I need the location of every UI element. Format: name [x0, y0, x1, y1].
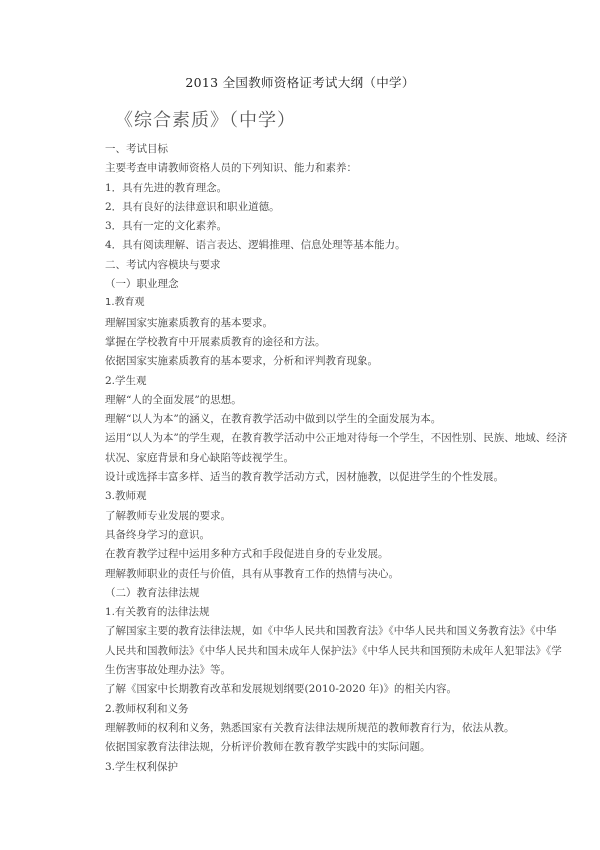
paragraph: 具备终身学习的意识。 — [105, 528, 210, 541]
paragraph-continuation: 生伤害事故处理办法》等。 — [105, 664, 231, 677]
paragraph: 理解“以人为本”的涵义，在教育教学活动中做到以学生的全面发展为本。 — [105, 413, 442, 426]
paragraph: 理解国家实施素质教育的基本要求。 — [105, 316, 273, 329]
topic-heading: 1.有关教育的法律法规 — [105, 606, 210, 619]
paragraph: 理解“人的全面发展”的思想。 — [105, 393, 242, 406]
document-body — [105, 143, 568, 780]
topic-heading: 3.教师观 — [105, 490, 147, 503]
paragraph: 掌握在学校教育中开展素质教育的途径和方法。 — [105, 335, 326, 348]
paragraph: 主要考查申请教师资格人员的下列知识、能力和素养： — [105, 162, 357, 175]
paragraph: 在教育教学过程中运用多种方式和手段促进自身的专业发展。 — [105, 548, 389, 561]
paragraph: 设计或选择丰富多样、适当的教育教学活动方式，因材施教，以促进学生的个性发展。 — [105, 471, 504, 484]
section-heading: 一、考试目标 — [105, 143, 168, 155]
section-heading: 二、考试内容模块与要求 — [105, 258, 221, 271]
paragraph-continuation: 人民共和国教师法》《中华人民共和国未成年人保护法》《中华人民共和国预防未成年人犯罪法》《学 — [105, 644, 562, 657]
subsection-heading: （一）职业理念 — [105, 278, 179, 291]
topic-heading: 2.学生观 — [105, 374, 147, 387]
paragraph: 理解教师职业的责任与价值，具有从事教育工作的热情与决心。 — [105, 567, 399, 580]
list-item: 1．具有先进的教育理念。 — [105, 181, 228, 194]
subsection-heading: （二）教育法律法规 — [105, 586, 200, 599]
paragraph: 了解《国家中长期教育改革和发展规划纲要(2010-2020 年)》的相关内容。 — [105, 683, 458, 696]
list-item: 3．具有一定的文化素养。 — [105, 220, 228, 233]
paragraph: 依据国家实施素质教育的基本要求，分析和评判教育现象。 — [105, 355, 378, 368]
topic-heading: 1.教育观 — [105, 297, 145, 309]
paragraph: 理解教师的权利和义务，熟悉国家有关教育法律法规所规范的教师教育行为，依法从教。 — [105, 721, 515, 734]
list-item: 2．具有良好的法律意识和职业道德。 — [105, 200, 280, 213]
paragraph: 了解教师专业发展的要求。 — [105, 509, 231, 522]
list-item: 4．具有阅读理解、语言表达、逻辑推理、信息处理等基本能力。 — [105, 239, 406, 252]
subject-title: 《综合素质》（中学） — [115, 110, 296, 131]
paragraph-continuation: 状况、家庭背景和身心缺陷等歧视学生。 — [105, 451, 294, 464]
paragraph: 了解国家主要的教育法律法规，如《中华人民共和国教育法》《中华人民共和国义务教育法》《中华 — [105, 625, 557, 638]
paragraph: 依据国家教育法律法规，分析评价教师在教育教学实践中的实际问题。 — [105, 741, 431, 754]
topic-heading: 2.教师权利和义务 — [105, 702, 189, 715]
topic-heading: 3.学生权利保护 — [105, 760, 179, 773]
paragraph: 运用“以人为本”的学生观，在教育教学活动中公正地对待每一个学生，不因性别、民族、地域、经济 — [105, 432, 568, 445]
document-title: 2013 全国教师资格证考试大纲（中学） — [185, 75, 415, 90]
